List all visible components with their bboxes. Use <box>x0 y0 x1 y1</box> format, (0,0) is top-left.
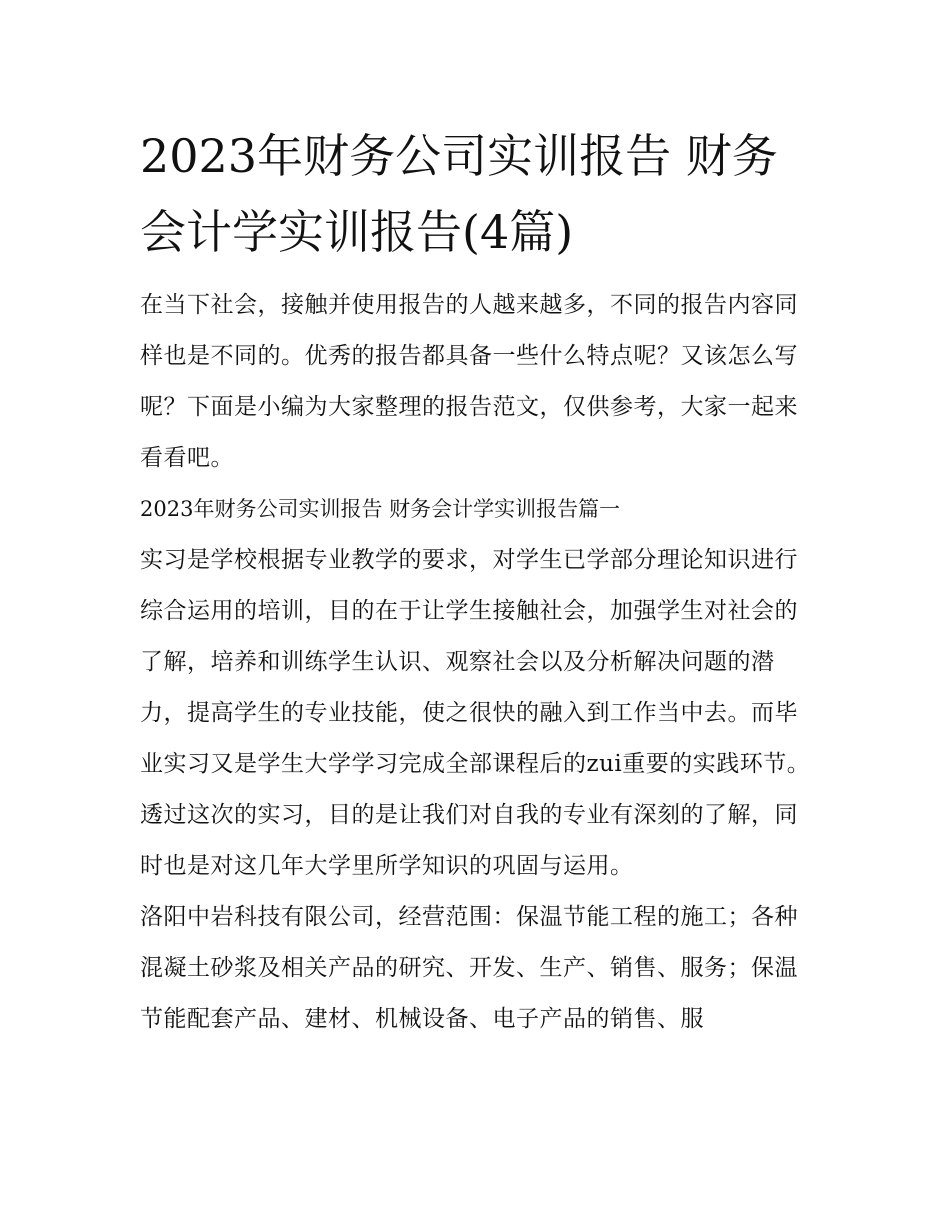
body-paragraph-2: 洛阳中岩科技有限公司，经营范围：保温节能工程的施工；各种混凝土砂浆及相关产品的研究、开发、生产、销售、服务；保温节能配套产品、建材、机械设备、电子产品的销售、服 <box>140 904 798 1032</box>
intro-paragraph: 在当下社会，接触并使用报告的人越来越多，不同的报告内容同样也是不同的。优秀的报告都具备一些什么特点呢？又该怎么写呢？下面是小编为大家整理的报告范文，仅供参考，大家一起来看看吧。 <box>140 292 798 471</box>
body-paragraph-1: 实习是学校根据专业教学的要求，对学生已学部分理论知识进行综合运用的培训，目的在于让学生接触社会，加强学生对社会的了解，培养和训练学生认识、观察社会以及分析解决问题的潜力，提高学生的专业技能，使之很快的融入到工作当中去。而毕业实习又是学生大学学习完成全部课程后的zui重要的实践环节。透过这次的实习，目的是让我们对自我的专业有深刻的了解，同时也是对这几年大学里所学知识的巩固与运用。 <box>140 547 811 879</box>
section-heading: 2023年财务公司实训报告 财务会计学实训报告篇一 <box>140 497 621 521</box>
document-title: 2023年财务公司实训报告 财务会计学实训报告(4篇) <box>140 129 778 259</box>
document-page <box>140 118 812 1045</box>
